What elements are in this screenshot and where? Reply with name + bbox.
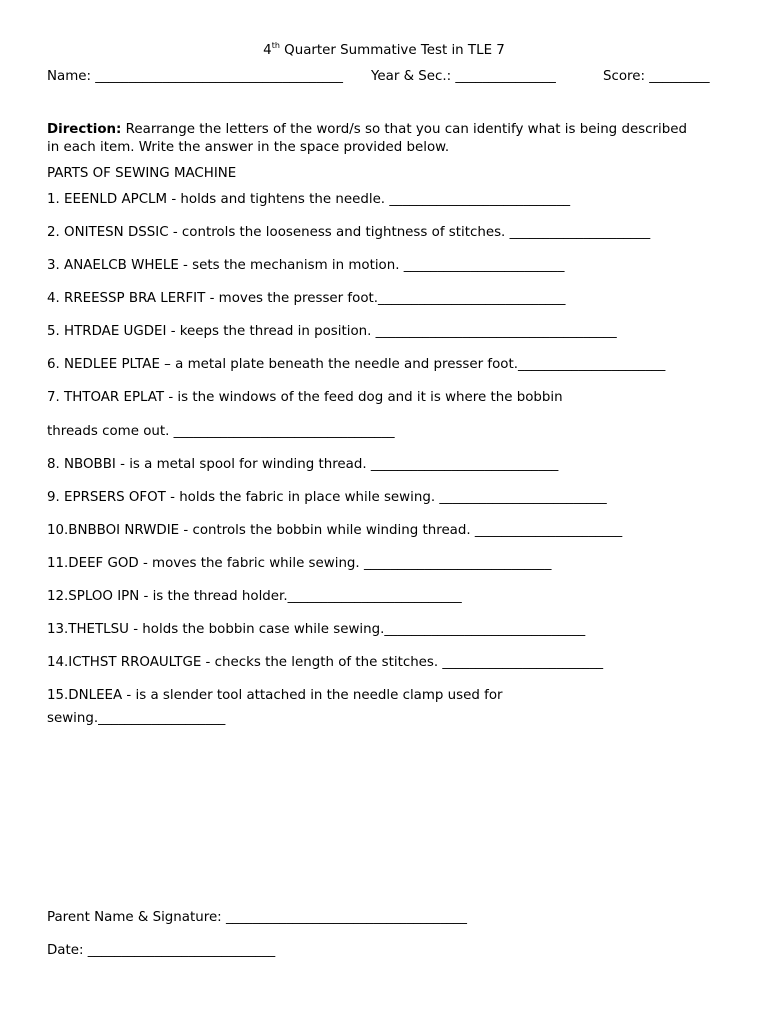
page-title [0,42,768,60]
item-7-continued[interactable]: threads come out. _________________________________ [47,424,395,439]
item-13[interactable]: 13.THETLSU - holds the bobbin case while sewing.______________________________ [47,622,586,637]
direction-text: Rearrange the letters of the word/s so that you can identify what is being described in each item. Write the answer in the space provided below. [47,122,687,155]
title-text: Quarter Summative Test in TLE 7 [279,43,505,58]
section-title: PARTS OF SEWING MACHINE [47,166,237,181]
item-5[interactable]: 5. HTRDAE UGDEI - keeps the thread in position. ____________________________________ [47,324,617,339]
item-1[interactable]: 1. EEENLD APCLM - holds and tightens the needle. ___________________________ [47,192,571,207]
item-15: 15.DNLEEA - is a slender tool attached in the needle clamp used for [47,688,503,703]
title-superscript: th [271,41,280,50]
item-6[interactable]: 6. NEDLEE PLTAE – a metal plate beneath the needle and presser foot.______________________ [47,357,666,372]
parent-signature-field[interactable]: Parent Name & Signature: ____________________________________ [47,910,467,925]
item-3[interactable]: 3. ANAELCB WHELE - sets the mechanism in motion. ________________________ [47,258,565,273]
item-12[interactable]: 12.SPLOO IPN - is the thread holder.__________________________ [47,589,462,604]
score-field[interactable]: Score: _________ [603,69,710,84]
item-10[interactable]: 10.BNBBOI NRWDIE - controls the bobbin while winding thread. ______________________ [47,523,623,538]
item-14[interactable]: 14.ICTHST RROAULTGE - checks the length of the stitches. ________________________ [47,655,604,670]
direction-paragraph [47,121,687,156]
item-4[interactable]: 4. RREESSP BRA LERFIT - moves the presser foot.____________________________ [47,291,566,306]
direction-label: Direction: [47,122,122,137]
item-8[interactable]: 8. NBOBBI - is a metal spool for winding thread. ____________________________ [47,457,559,472]
item-2[interactable]: 2. ONITESN DSSIC - controls the looseness and tightness of stitches. _____________________ [47,225,651,240]
item-9[interactable]: 9. EPRSERS OFOT - holds the fabric in place while sewing. _________________________ [47,490,607,505]
title-number: 4 [263,43,272,58]
date-field[interactable]: Date: ____________________________ [47,943,276,958]
name-field[interactable]: Name: _____________________________________ [47,69,343,84]
item-15-continued[interactable]: sewing.___________________ [47,711,226,726]
item-7: 7. THTOAR EPLAT - is the windows of the feed dog and it is where the bobbin [47,390,563,405]
year-sec-field[interactable]: Year & Sec.: _______________ [371,69,556,84]
item-11[interactable]: 11.DEEF GOD - moves the fabric while sewing. ____________________________ [47,556,552,571]
